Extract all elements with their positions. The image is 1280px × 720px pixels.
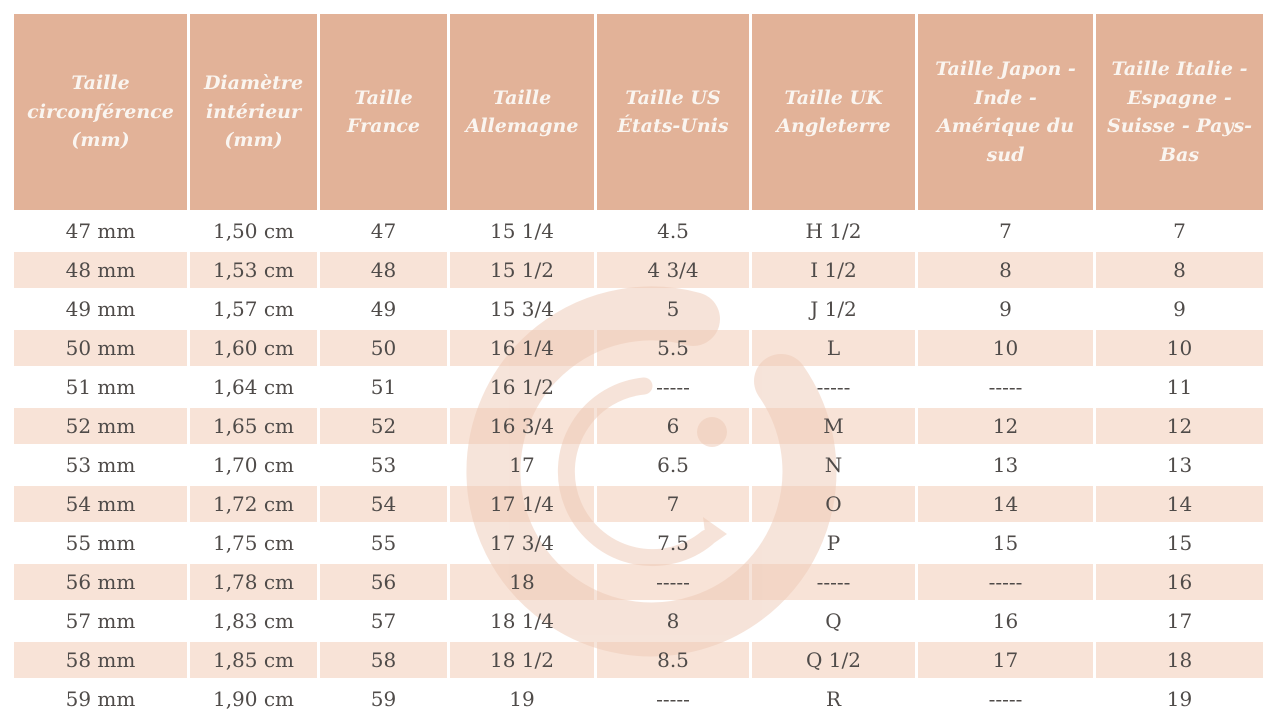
size-cell [1096,486,1263,522]
size-cell-value: 5.5 [657,336,689,360]
size-cell [752,369,915,405]
size-cell-value: 16 1/2 [490,375,554,399]
size-cell [320,369,447,405]
size-cell [918,603,1093,639]
size-cell-value: H 1/2 [805,219,862,243]
table-row [14,486,1263,522]
size-cell-value: 14 [1166,492,1193,516]
size-cell-value: 17 [1166,609,1193,633]
size-cell-value: 8 [1173,258,1186,282]
size-cell [1096,408,1263,444]
size-cell-value: 59 [370,687,397,711]
size-cell [14,603,187,639]
size-cell [597,564,749,600]
size-cell-value: 47 [370,219,397,243]
size-cell-value: 1,57 cm [212,297,295,321]
size-cell [918,525,1093,561]
size-cell-value: 1,60 cm [212,336,295,360]
table-row [14,408,1263,444]
size-cell-value: 58 mm [65,648,136,672]
size-cell [450,408,594,444]
size-cell-value: 50 [370,336,397,360]
size-cell-value: 5 [666,297,680,321]
column-header [918,14,1093,210]
column-header [597,14,749,210]
size-cell-value: 56 [370,570,397,594]
size-cell [918,369,1093,405]
table-row [14,291,1263,327]
size-cell-value: 57 mm [65,609,136,633]
size-cell-value: 7 [999,219,1012,243]
size-cell [14,564,187,600]
size-cell-value: 15 3/4 [490,297,554,321]
size-cell [14,213,187,249]
size-cell [450,447,594,483]
size-cell-value: 1,75 cm [212,531,295,555]
size-cell [918,486,1093,522]
size-cell-value: 1,70 cm [212,453,295,477]
size-cell [1096,447,1263,483]
size-cell-value: 1,53 cm [212,258,295,282]
size-cell-value: 11 [1166,375,1193,399]
size-cell [14,525,187,561]
size-cell [918,642,1093,678]
size-cell-value: R [825,687,842,711]
size-cell [597,642,749,678]
size-cell [450,681,594,717]
size-cell [918,447,1093,483]
size-cell [597,525,749,561]
size-cell-value: 1,64 cm [212,375,295,399]
size-cell [597,330,749,366]
size-cell-value: 49 mm [65,297,136,321]
size-cell [918,330,1093,366]
size-cell-value: ----- [988,687,1023,711]
column-header-label: Taille circonférence (mm) [27,72,174,152]
size-cell [918,681,1093,717]
size-cell [918,408,1093,444]
size-cell-value: J 1/2 [810,297,857,321]
size-cell [1096,681,1263,717]
size-cell [14,642,187,678]
size-cell [1096,291,1263,327]
size-cell-value: 52 [370,414,397,438]
size-cell [320,291,447,327]
size-cell [320,330,447,366]
size-cell-value: 18 [1166,648,1193,672]
table-row [14,252,1263,288]
size-cell-value: I 1/2 [810,258,857,282]
column-header [752,14,915,210]
size-cell-value: 47 mm [65,219,136,243]
size-cell [1096,213,1263,249]
size-cell [1096,330,1263,366]
size-cell [597,408,749,444]
size-cell [190,291,317,327]
size-cell-value: O [825,492,842,516]
size-cell-value: 14 [992,492,1019,516]
size-cell-value: 8.5 [657,648,689,672]
size-cell-value: P [826,531,841,555]
size-cell [450,603,594,639]
table-header-row [14,14,1263,210]
size-cell-value: 8 [666,609,680,633]
size-cell [14,330,187,366]
size-cell-value: ----- [816,570,851,594]
size-cell-value: 17 [992,648,1019,672]
size-cell-value: ----- [656,570,690,594]
size-cell [1096,369,1263,405]
size-cell-value: 16 1/4 [490,336,554,360]
column-header-label: Diamètre intérieur (mm) [203,72,304,152]
size-cell [752,603,915,639]
size-cell [597,681,749,717]
size-cell-value: 15 [1166,531,1193,555]
size-cell [14,486,187,522]
size-cell [190,642,317,678]
size-cell [190,603,317,639]
size-cell [752,447,915,483]
size-cell-value: 13 [992,453,1019,477]
size-cell [918,291,1093,327]
size-cell [752,564,915,600]
size-cell [450,330,594,366]
size-cell-value: 9 [1173,297,1186,321]
column-header-label: Taille Japon - Inde - Amérique du sud [935,58,1076,166]
size-cell [320,525,447,561]
size-cell-value: 7.5 [657,531,689,555]
size-cell-value: 9 [999,297,1012,321]
size-cell-value: 1,65 cm [212,414,295,438]
size-cell [190,681,317,717]
size-cell [320,564,447,600]
size-cell [752,330,915,366]
size-cell-value: 15 [992,531,1019,555]
size-cell [320,408,447,444]
size-cell [320,642,447,678]
size-cell-value: 10 [992,336,1019,360]
size-cell [752,291,915,327]
column-header [14,14,187,210]
size-cell [1096,564,1263,600]
size-cell [190,447,317,483]
size-cell-value: 13 [1166,453,1193,477]
table-row [14,525,1263,561]
size-cell-value: 1,50 cm [212,219,295,243]
table-row [14,603,1263,639]
size-cell-value: 17 1/4 [490,492,554,516]
size-cell [190,408,317,444]
size-cell-value: 8 [999,258,1012,282]
column-header-label: Taille US États-Unis [617,86,729,137]
table-row [14,330,1263,366]
size-cell [320,486,447,522]
size-cell-value: 48 mm [65,258,136,282]
size-cell [597,291,749,327]
size-cell-value: 58 [370,648,397,672]
table-row [14,564,1263,600]
size-cell-value: 54 mm [65,492,136,516]
size-cell [320,603,447,639]
size-cell [190,213,317,249]
size-cell [597,369,749,405]
size-cell-value: Q 1/2 [806,648,861,672]
column-header-label: Taille France [347,86,420,137]
table-row [14,369,1263,405]
column-header [190,14,317,210]
size-cell-value: 1,72 cm [212,492,295,516]
size-cell-value: 52 mm [65,414,136,438]
size-cell-value: 1,90 cm [212,687,295,711]
size-cell [450,213,594,249]
column-header-label: Taille Allemagne [465,86,579,137]
column-header-label: Taille Italie - Espagne - Suisse - Pays-Bas [1106,58,1253,166]
size-cell-value: 12 [1166,414,1193,438]
size-cell [918,213,1093,249]
size-cell [450,291,594,327]
size-cell-value: 19 [509,687,535,711]
size-cell [1096,525,1263,561]
size-cell-value: N [824,453,843,477]
size-cell-value: 6 [666,414,680,438]
size-cell-value: 10 [1166,336,1193,360]
ring-size-table [11,11,1266,720]
size-cell [752,252,915,288]
size-cell-value: 1,78 cm [212,570,295,594]
size-cell [450,369,594,405]
size-cell-value: 19 [1166,687,1193,711]
size-cell [752,408,915,444]
size-cell-value: 7 [666,492,680,516]
column-header [1096,14,1263,210]
size-cell-value: 51 mm [65,375,136,399]
size-cell-value: 50 mm [65,336,136,360]
size-cell-value: ----- [656,375,690,399]
size-cell [1096,252,1263,288]
size-cell-value: 15 1/4 [490,219,554,243]
size-cell [752,213,915,249]
size-cell-value: 16 [1166,570,1193,594]
table-row [14,642,1263,678]
size-cell-value: 53 [370,453,397,477]
size-cell-value: 18 1/4 [490,609,554,633]
size-cell-value: 17 [509,453,535,477]
size-cell [14,369,187,405]
size-cell-value: ----- [988,375,1023,399]
size-cell-value: 51 [370,375,397,399]
size-cell-value: 49 [370,297,397,321]
size-cell [320,681,447,717]
size-cell [450,252,594,288]
size-cell-value: M [823,414,844,438]
size-cell [918,252,1093,288]
size-cell-value: 4 3/4 [647,258,699,282]
size-cell-value: 18 1/2 [490,648,554,672]
size-cell [14,408,187,444]
size-cell [320,213,447,249]
size-cell [752,642,915,678]
size-cell [190,369,317,405]
size-cell [320,447,447,483]
size-cell-value: 12 [992,414,1019,438]
size-cell [14,681,187,717]
size-cell [597,447,749,483]
size-cell [450,486,594,522]
size-cell-value: 4.5 [657,219,689,243]
size-cell-value: 59 mm [65,687,136,711]
size-cell-value: 16 3/4 [490,414,554,438]
size-cell-value: 18 [509,570,535,594]
size-cell [190,330,317,366]
size-cell [190,252,317,288]
size-cell [1096,642,1263,678]
size-cell [597,252,749,288]
table-row [14,213,1263,249]
size-cell [597,603,749,639]
size-cell [752,681,915,717]
size-cell [14,447,187,483]
size-cell-value: 57 [370,609,397,633]
size-cell [450,525,594,561]
size-cell-value: 7 [1173,219,1186,243]
size-cell-value: 15 1/2 [490,258,554,282]
size-cell-value: 17 3/4 [490,531,554,555]
size-cell [752,525,915,561]
size-cell-value: ----- [656,687,690,711]
size-cell-value: 54 [370,492,397,516]
size-cell-value: Q [825,609,842,633]
column-header [450,14,594,210]
size-cell [14,291,187,327]
size-cell-value: 1,85 cm [212,648,295,672]
size-cell-value: 16 [992,609,1019,633]
size-cell-value: 55 mm [65,531,136,555]
size-cell [918,564,1093,600]
size-cell [190,525,317,561]
size-cell-value: 53 mm [65,453,136,477]
table-row [14,681,1263,717]
size-cell-value: 55 [370,531,397,555]
size-cell-value: 48 [370,258,397,282]
size-cell [320,252,447,288]
size-cell-value: ----- [988,570,1023,594]
column-header-label: Taille UK Angleterre [776,86,891,137]
size-cell [190,564,317,600]
size-cell [14,252,187,288]
size-cell-value: ----- [816,375,851,399]
size-cell [597,486,749,522]
size-cell [450,642,594,678]
size-cell [597,213,749,249]
size-cell [450,564,594,600]
size-cell-value: L [826,336,841,360]
size-cell-value: 56 mm [65,570,136,594]
size-cell [752,486,915,522]
size-cell-value: 1,83 cm [212,609,295,633]
size-cell [1096,603,1263,639]
size-cell [190,486,317,522]
table-row [14,447,1263,483]
column-header [320,14,447,210]
size-cell-value: 6.5 [657,453,689,477]
